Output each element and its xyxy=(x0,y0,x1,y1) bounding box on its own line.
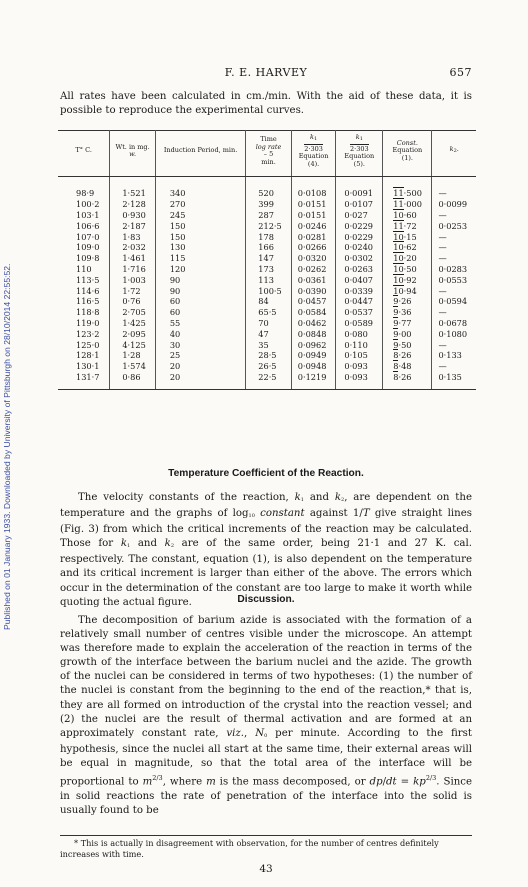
cell-k2: 0·0594 xyxy=(438,296,468,307)
cell-eq5: 0·080 xyxy=(336,329,383,340)
cell-time: 212·5 xyxy=(246,221,292,232)
cell-temperature: 107·0 xyxy=(58,232,110,243)
cell-eq5: 0·0229 xyxy=(336,221,383,232)
cell-induction: 120 xyxy=(155,264,245,275)
cell-eq4: 0·0361 xyxy=(291,275,336,286)
cell-weight: 0·930 xyxy=(110,210,156,221)
cell-eq4: 0·0848 xyxy=(291,329,336,340)
table-row xyxy=(58,232,476,243)
cell-weight: 2·128 xyxy=(110,199,156,210)
cell-temperature: 119·0 xyxy=(58,318,110,329)
cell-time: 520 xyxy=(246,177,292,199)
col-header-eq4: $k_1$ 2·303 Equation (4). xyxy=(291,131,336,177)
cell-induction: 20 xyxy=(155,372,245,389)
cell-k2: — xyxy=(438,253,447,264)
cell-k2: — xyxy=(438,361,447,372)
table-row xyxy=(58,329,476,340)
cell-k2: 0·0678 xyxy=(438,317,468,328)
cell-weight: 1·574 xyxy=(110,361,156,372)
cell-constant: 8·26 xyxy=(383,372,432,389)
cell-weight: 2·705 xyxy=(110,307,156,318)
cell-eq5: 0·0407 xyxy=(336,275,383,286)
cell-induction: 115 xyxy=(155,253,245,264)
cell-temperature: 116·5 xyxy=(58,296,110,307)
table-row xyxy=(58,318,476,329)
table-row xyxy=(58,264,476,275)
cell-induction: 150 xyxy=(155,221,245,232)
cell-eq4: 0·0108 xyxy=(291,177,336,199)
cell-k2: — xyxy=(438,307,447,318)
cell-induction: 25 xyxy=(155,350,245,361)
cell-weight: 4·125 xyxy=(110,340,156,351)
cell-k2: — xyxy=(438,231,447,242)
table-row xyxy=(58,307,476,318)
section-title-discussion: Discussion. xyxy=(237,594,295,605)
cell-eq4: 0·0281 xyxy=(291,232,336,243)
cell-k2: — xyxy=(438,209,447,220)
table-row xyxy=(58,199,476,210)
table-row xyxy=(58,210,476,221)
cell-eq4: 0·0151 xyxy=(291,210,336,221)
cell-constant: 10·50 xyxy=(383,264,432,275)
cell-time: 178 xyxy=(246,232,292,243)
table-row xyxy=(58,253,476,264)
cell-weight: 1·461 xyxy=(110,253,156,264)
cell-time: 65·5 xyxy=(246,307,292,318)
author-name: F. E. HARVEY xyxy=(224,66,308,79)
cell-time: 113 xyxy=(246,275,292,286)
table-body xyxy=(58,177,476,389)
cell-temperature: 131·7 xyxy=(58,372,110,389)
cell-eq5: 0·110 xyxy=(336,340,383,351)
cell-constant: 9·36 xyxy=(383,307,432,318)
cell-weight: 1·425 xyxy=(110,318,156,329)
cell-k2: 0·133 xyxy=(438,350,462,361)
cell-constant: 8·26 xyxy=(383,350,432,361)
cell-constant: 8·48 xyxy=(383,361,432,372)
cell-k2: 0·0283 xyxy=(438,263,468,274)
cell-time: 173 xyxy=(246,264,292,275)
cell-time: 84 xyxy=(246,296,292,307)
cell-eq5: 0·0107 xyxy=(336,199,383,210)
cell-time: 22·5 xyxy=(246,372,292,389)
cell-eq5: 0·0302 xyxy=(336,253,383,264)
cell-temperature: 113·5 xyxy=(58,275,110,286)
intro-paragraph: All rates have been calculated in cm./min. With the aid of these data, it is possible to reproduce the experimental curves. xyxy=(60,91,472,116)
cell-time: 70 xyxy=(246,318,292,329)
cell-induction: 20 xyxy=(155,361,245,372)
table-row xyxy=(58,221,476,232)
cell-constant: 10·92 xyxy=(383,275,432,286)
footnote: * This is actually in disagreement with observation, for the number of centres definitely increases with time. xyxy=(60,838,439,859)
cell-constant: 10·15 xyxy=(383,232,432,243)
col-header-induction: Induction Period, min. xyxy=(155,131,245,177)
cell-eq4: 0·0151 xyxy=(291,199,336,210)
rate-constants-table xyxy=(58,130,476,390)
cell-eq4: 0·0962 xyxy=(291,340,336,351)
cell-eq4: 0·0262 xyxy=(291,264,336,275)
cell-k2: 0·135 xyxy=(432,372,476,389)
cell-constant: 9·00 xyxy=(383,329,432,340)
cell-eq5: 0·027 xyxy=(336,210,383,221)
temperature-paragraph: The velocity constants of the reaction, $k_1$ and $k_2$, are dependent on the temperature and the graphs of $\log_{10}$ constant against 1/T give straight lines (Fig. 3) from which the critical increments of the reaction may be calculated. Those for $k_1$ and $k_2$ are of the same order, being 21·1 and 27 K. cal. respectively. The constant, equation (1), is also dependent on the temperature and its critical increment is larger than either of the above. The errors which occur in the determination of the constant are too large to make it worth while quoting the actual figure. xyxy=(60,492,472,608)
cell-temperature: 100·2 xyxy=(58,199,110,210)
cell-induction: 245 xyxy=(155,210,245,221)
cell-eq5: 0·0447 xyxy=(336,296,383,307)
cell-constant: 10·20 xyxy=(383,253,432,264)
cell-weight: 1·72 xyxy=(110,286,156,297)
table-header-row xyxy=(58,131,476,177)
cell-weight: 1·003 xyxy=(110,275,156,286)
cell-temperature: 125·0 xyxy=(58,340,110,351)
col-header-time: Time log rate – 5 min. xyxy=(246,131,292,177)
cell-k2: 0·0553 xyxy=(438,274,468,285)
table-row xyxy=(58,286,476,297)
col-header-eq5: $k_1$ 2·303 Equation (5). xyxy=(336,131,383,177)
cell-time: 28·5 xyxy=(246,350,292,361)
cell-eq4: 0·0949 xyxy=(291,350,336,361)
cell-weight: 1·28 xyxy=(110,350,156,361)
cell-weight: 0·86 xyxy=(110,372,156,389)
col-header-k2: $k_2$. xyxy=(432,131,476,177)
cell-temperature: 98·9 xyxy=(58,177,110,199)
cell-eq5: 0·0339 xyxy=(336,286,383,297)
cell-constant: 10·62 xyxy=(383,242,432,253)
table-row xyxy=(58,242,476,253)
cell-induction: 90 xyxy=(155,275,245,286)
cell-eq4: 0·0457 xyxy=(291,296,336,307)
table-row xyxy=(58,340,476,351)
cell-temperature: 106·6 xyxy=(58,221,110,232)
cell-eq5: 0·105 xyxy=(336,350,383,361)
cell-temperature: 130·1 xyxy=(58,361,110,372)
cell-induction: 55 xyxy=(155,318,245,329)
cell-eq4: 0·0390 xyxy=(291,286,336,297)
cell-time: 166 xyxy=(246,242,292,253)
cell-temperature: 109·0 xyxy=(58,242,110,253)
cell-time: 399 xyxy=(246,199,292,210)
cell-k2: 0·1080 xyxy=(438,328,468,339)
running-header xyxy=(60,66,472,80)
cell-time: 35 xyxy=(246,340,292,351)
cell-constant: 9·77 xyxy=(383,318,432,329)
cell-time: 26·5 xyxy=(246,361,292,372)
cell-eq5: 0·0589 xyxy=(336,318,383,329)
cell-k2: — xyxy=(438,188,447,199)
discussion-paragraph: The decomposition of barium azide is associated with the formation of a relatively small number of centres visible under the microscope. An attempt was therefore made to explain the acceleration of the reaction in terms of the growth of the interface between the barium nuclei and the azide. The growth of the nuclei can be considered in terms of two hypotheses: (1) the number of the nuclei is constant from the beginning to the end of the reaction,* that is, they are all formed on introduction of the crystal into the reaction vessel; and (2) the nuclei are the result of thermal activation and are formed at an approximately constant rate, viz., $N_0$ per minute. According to the first hypothesis, since the nuclei all start at the same time, their external areas will be equal in magnitude, so that the total area of the interface will be proportional to $m^{2/3}$, where m is the mass decomposed, or $dp/dt = kp^{2/3}$. Since in solid reactions the rate of penetration of the interface into the solid is usually found to be xyxy=(60,615,473,816)
table-row xyxy=(58,296,476,307)
cell-constant: 10·60 xyxy=(383,210,432,221)
cell-induction: 270 xyxy=(155,199,245,210)
cell-eq5: 0·0229 xyxy=(336,232,383,243)
cell-eq5: 0·093 xyxy=(336,361,383,372)
cell-induction: 90 xyxy=(155,286,245,297)
section-title-temperature: Temperature Coefficient of the Reaction. xyxy=(168,468,364,479)
cell-eq4: 0·0948 xyxy=(291,361,336,372)
cell-eq4: 0·0246 xyxy=(291,221,336,232)
cell-constant: 9·26 xyxy=(383,296,432,307)
cell-time: 147 xyxy=(246,253,292,264)
cell-temperature: 109·8 xyxy=(58,253,110,264)
cell-constant: 11·000 xyxy=(383,199,432,210)
cell-eq4: 0·0320 xyxy=(291,253,336,264)
page-number: 657 xyxy=(449,66,472,79)
cell-induction: 150 xyxy=(155,232,245,243)
cell-eq5: 0·0240 xyxy=(336,242,383,253)
cell-eq5: 0·0263 xyxy=(336,264,383,275)
cell-time: 100·5 xyxy=(246,286,292,297)
cell-temperature: 118·8 xyxy=(58,307,110,318)
table-row xyxy=(58,372,476,389)
table-row xyxy=(58,275,476,286)
cell-weight: 2·095 xyxy=(110,329,156,340)
cell-weight: 2·032 xyxy=(110,242,156,253)
cell-eq4: 0·0584 xyxy=(291,307,336,318)
cell-weight: 2·187 xyxy=(110,221,156,232)
col-header-constant: Const. Equation (1). xyxy=(383,131,432,177)
table-row xyxy=(58,177,476,199)
table-row xyxy=(58,361,476,372)
cell-time: 47 xyxy=(246,329,292,340)
cell-induction: 60 xyxy=(155,307,245,318)
page-footer-number: 43 xyxy=(259,863,273,875)
cell-induction: 340 xyxy=(155,177,245,199)
cell-weight: 1·521 xyxy=(110,177,156,199)
cell-k2: 0·0253 xyxy=(438,220,468,231)
col-header-weight: Wt. in mg. w. xyxy=(110,131,156,177)
cell-temperature: 123·2 xyxy=(58,329,110,340)
cell-eq5: 0·0091 xyxy=(336,177,383,199)
cell-induction: 60 xyxy=(155,296,245,307)
footnote-divider xyxy=(60,835,472,836)
cell-induction: 40 xyxy=(155,329,245,340)
cell-eq5: 0·0537 xyxy=(336,307,383,318)
cell-temperature: 103·1 xyxy=(58,210,110,221)
cell-eq4: 0·1219 xyxy=(291,372,336,389)
publication-side-note: Published on 01 January 1933. Downloaded by University of Pittsburgh on 28/10/2014 22:55:52. xyxy=(2,263,12,630)
table-row xyxy=(58,350,476,361)
cell-temperature: 110 xyxy=(58,264,110,275)
cell-temperature: 114·6 xyxy=(58,286,110,297)
cell-weight: 0·76 xyxy=(110,296,156,307)
cell-eq4: 0·0462 xyxy=(291,318,336,329)
cell-induction: 130 xyxy=(155,242,245,253)
cell-k2: — xyxy=(438,242,447,253)
cell-constant: 10·94 xyxy=(383,286,432,297)
cell-time: 287 xyxy=(246,210,292,221)
cell-temperature: 128·1 xyxy=(58,350,110,361)
cell-constant: 11·72 xyxy=(383,221,432,232)
cell-induction: 30 xyxy=(155,340,245,351)
cell-weight: 1·716 xyxy=(110,264,156,275)
cell-constant: 11·500 xyxy=(383,177,432,199)
cell-eq5: 0·093 xyxy=(336,372,383,389)
cell-eq4: 0·0266 xyxy=(291,242,336,253)
cell-weight: 1·83 xyxy=(110,232,156,243)
col-header-temperature: T° C. xyxy=(58,131,110,177)
cell-constant: 9·50 xyxy=(383,340,432,351)
cell-k2: — xyxy=(438,339,447,350)
cell-k2: 0·0099 xyxy=(438,199,468,210)
cell-k2: — xyxy=(438,285,447,296)
